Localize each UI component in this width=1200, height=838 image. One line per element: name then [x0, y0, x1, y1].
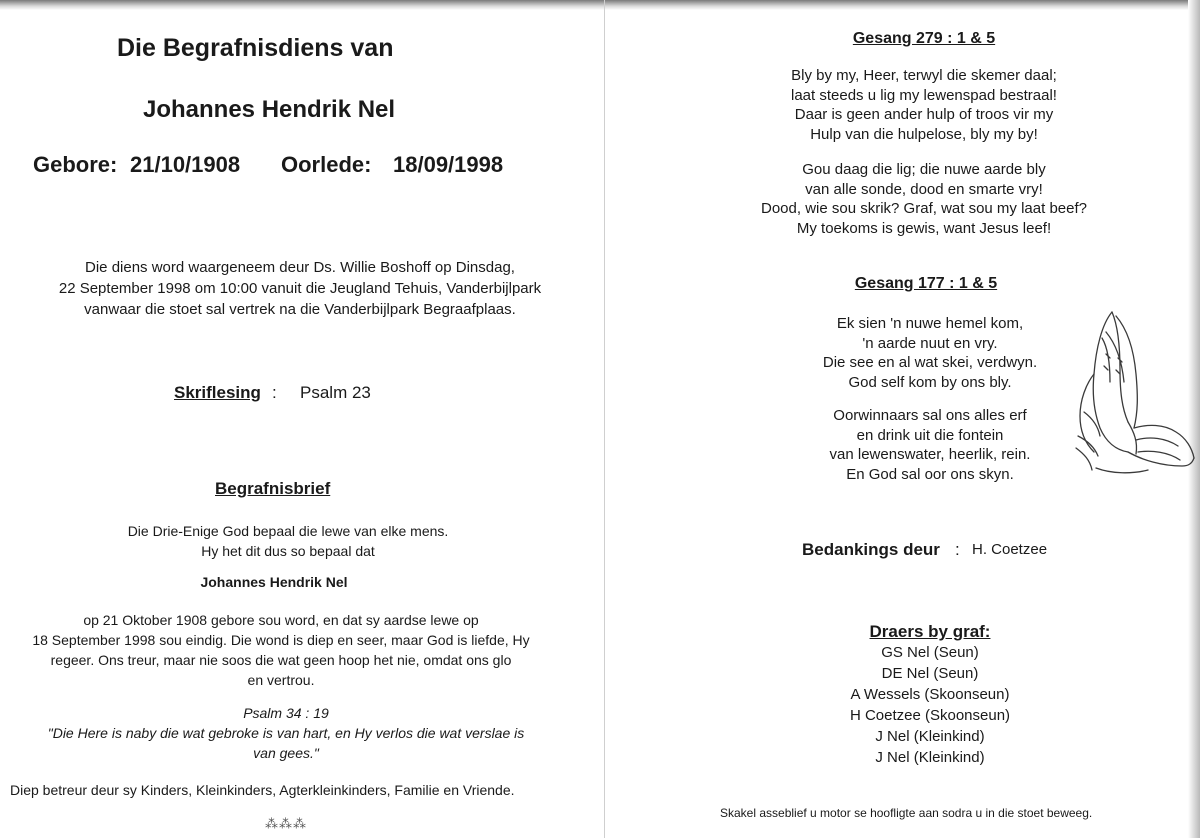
hymn-line: En God sal oor ons skyn.	[846, 465, 1014, 483]
reading-colon: :	[272, 383, 277, 402]
hymn1-title: Gesang 279 : 1 & 5	[852, 30, 996, 47]
list-item: A Wessels (Skoonseun)	[850, 686, 1010, 703]
letter-body	[0, 610, 562, 690]
thanks-value: H. Coetzee	[972, 541, 1048, 558]
hymn-line: Gou daag die lig; die nuwe aarde bly	[802, 161, 1046, 178]
mourners-line: Diep betreur deur sy Kinders, Kleinkinders, Agterkleinkinders, Familie en Vriende.	[10, 782, 515, 798]
verse-line: van gees."	[253, 745, 319, 761]
letter-body-line: en vertrou.	[247, 672, 315, 688]
bearers-heading: Draers by graf:	[869, 622, 991, 641]
hymn2-verse2	[778, 406, 1082, 484]
letter-intro	[0, 521, 576, 561]
letter-body-line: op 21 Oktober 1908 gebore sou word, en dat sy aardse lewe op	[83, 612, 479, 628]
list-item: GS Nel (Seun)	[881, 644, 979, 661]
praying-hands-icon	[1072, 308, 1198, 476]
verse-line: "Die Here is naby die wat gebroke is van hart, en Hy verlos die wat verslae is	[47, 725, 525, 741]
hymn1-verse2	[695, 160, 1153, 238]
hymn-line: Die see en al wat skei, verdwyn.	[822, 354, 1038, 371]
center-fold	[604, 0, 605, 838]
hymn2-title: Gesang 177 : 1 & 5	[854, 275, 998, 292]
letter-name: Johannes Hendrik Nel	[200, 574, 348, 590]
service-line: vanwaar die stoet sal vertrek na die Vanderbijlpark Begraafplaas.	[84, 301, 516, 318]
hymn-line: Bly by my, Heer, terwyl die skemer daal;	[791, 67, 1057, 84]
ornament: ⁂⁂⁂	[265, 816, 307, 831]
list-item: J Nel (Kleinkind)	[875, 728, 985, 745]
reading-label: Skriflesing	[174, 383, 261, 402]
hymn-line: van lewenswater, heerlik, rein.	[829, 446, 1031, 463]
thanks-colon: :	[955, 540, 960, 559]
died-date: 18/09/1998	[393, 152, 504, 177]
list-item: DE Nel (Seun)	[881, 665, 979, 682]
hymn-line: Daar is geen ander hulp of troos vir my	[794, 106, 1054, 123]
died-label: Oorlede:	[281, 152, 372, 177]
deceased-name: Johannes Hendrik Nel	[143, 96, 396, 123]
hymn-line: Dood, wie sou skrik? Graf, wat sou my laat beef?	[761, 200, 1087, 217]
list-item: J Nel (Kleinkind)	[875, 749, 985, 766]
hymn2-verse1	[778, 314, 1082, 392]
hymn-line: Hulp van die hulpelose, bly my by!	[810, 125, 1038, 143]
letter-body-line: 18 September 1998 sou eindig. Die wond is diep en seer, maar God is liefde, Hy	[32, 632, 530, 648]
letter-body-line: regeer. Ons treur, maar nie soos die wat geen hoop het nie, omdat ons glo	[50, 652, 512, 668]
list-item: H Coetzee (Skoonseun)	[849, 707, 1011, 724]
bearers-list	[780, 642, 1080, 768]
hymn-line: Ek sien 'n nuwe hemel kom,	[836, 315, 1024, 332]
letter-intro-line: Hy het dit dus so bepaal dat	[201, 543, 375, 559]
page-top-shadow	[0, 0, 1200, 10]
hymn-line: 'n aarde nuut en vry.	[862, 334, 998, 352]
footer-note: Skakel asseblief u motor se hoofligte aan sodra u in die stoet beweeg.	[720, 806, 1093, 820]
hymn-line: God self kom by ons bly.	[848, 373, 1012, 391]
service-line: Die diens word waargeneem deur Ds. Willie Boshoff op Dinsdag,	[85, 259, 515, 276]
hymn-line: My toekoms is gewis, want Jesus leef!	[796, 219, 1052, 237]
born-label: Gebore:	[33, 152, 118, 177]
verse-reference: Psalm 34 : 19	[243, 705, 329, 721]
hymn-line: en drink uit die fontein	[856, 426, 1004, 444]
born-date: 21/10/1908	[130, 152, 241, 177]
letter-heading: Begrafnisbrief	[215, 479, 331, 498]
thanks-label: Bedankings deur	[802, 540, 940, 559]
verse-quote	[0, 723, 572, 763]
hymn-line: van alle sonde, dood en smarte vry!	[805, 180, 1043, 198]
page-title: Die Begrafnisdiens van	[117, 34, 394, 62]
hymn-line: Oorwinnaars sal ons alles erf	[833, 407, 1027, 424]
reading-value: Psalm 23	[300, 383, 371, 402]
hymn-line: laat steeds u lig my lewenspad bestraal!	[791, 86, 1057, 104]
service-info	[0, 257, 600, 320]
hymn1-verse1	[695, 66, 1153, 144]
letter-intro-line: Die Drie-Enige God bepaal die lewe van elke mens.	[127, 523, 449, 539]
service-line: 22 September 1998 om 10:00 vanuit die Jeugland Tehuis, Vanderbijlpark	[58, 280, 542, 297]
